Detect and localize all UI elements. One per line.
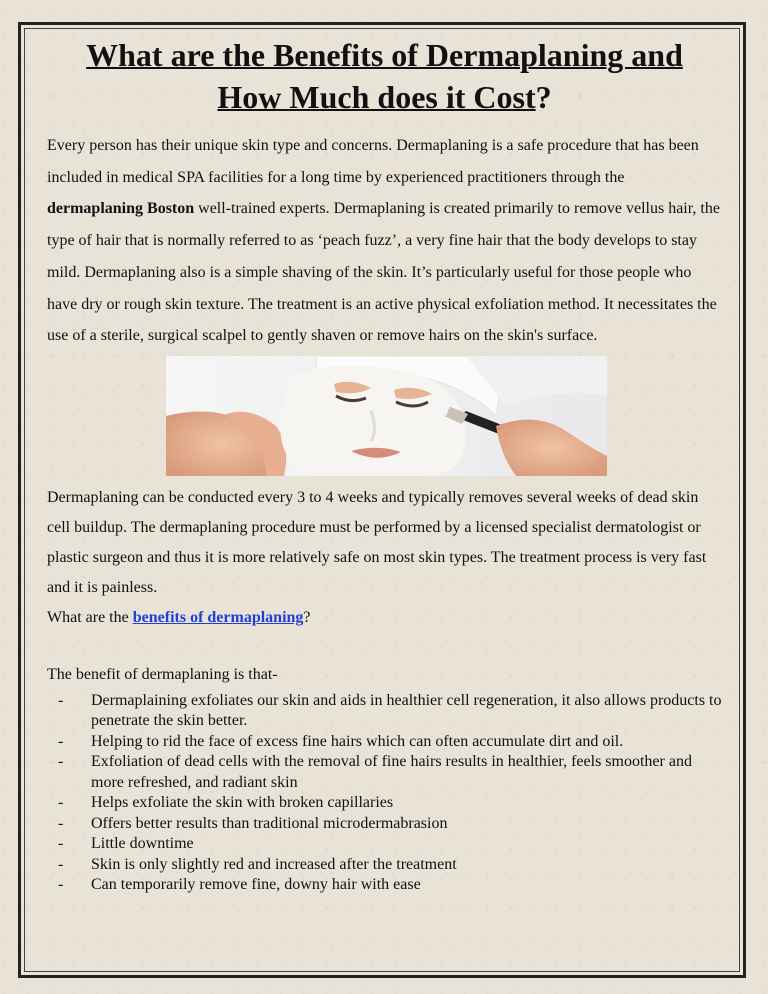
benefit-item — [47, 834, 722, 855]
benefit-item — [47, 752, 722, 793]
facial-treatment-illustration — [166, 356, 607, 476]
bullet-dash: - — [58, 794, 64, 812]
intro-bold-keyword: dermaplaning Boston — [47, 200, 195, 218]
benefit-item — [47, 875, 722, 896]
title-line-1: What are the Benefits of Dermaplaning and — [86, 37, 683, 73]
title-question-mark: ? — [535, 79, 552, 115]
benefit-text: Exfoliation of dead cells with the removal of fine hairs results in healthier, feels smoother and more refreshed, and radiant skin — [91, 753, 692, 791]
bullet-dash: - — [58, 876, 64, 894]
benefit-text: Can temporarily remove fine, downy hair with ease — [91, 876, 421, 894]
benefit-item — [47, 732, 722, 753]
document-body — [47, 34, 722, 896]
benefit-text: Helps exfoliate the skin with broken capillaries — [91, 794, 394, 812]
benefit-text: Skin is only slightly red and increased after the treatment — [91, 855, 457, 873]
frequency-paragraph: Dermaplaning can be conducted every 3 to 4 weeks and typically removes several weeks of dead skin cell buildup. The dermaplaning procedure must be performed by a licensed specialist dermatologist or plastic surgeon and thus it is more relatively safe on most skin types. The treatment process is very fast and it is painless. — [47, 488, 707, 596]
benefit-item — [47, 814, 722, 835]
question-text-before: What are the — [47, 608, 133, 626]
benefit-text: Little downtime — [91, 835, 194, 853]
bullet-dash: - — [58, 835, 64, 853]
intro-text-2: well-trained experts. Dermaplaning is created primarily to remove vellus hair, the type of hair that is normally referred to as ‘peach fuzz’, a very fine hair that the body develops to stay mild. Dermaplaning also is a simple shaving of the skin. It’s particularly useful for those people who have dry or rough skin texture. The treatment is an active physical exfoliation method. It necessitates the use of a sterile, surgical scalpel to gently shaven or remove hairs on the skin's surface. — [47, 200, 720, 345]
benefits-list — [47, 691, 722, 896]
benefit-item — [47, 793, 722, 814]
intro-text-1: Every person has their unique skin type and concerns. Dermaplaning is a safe procedure that has been included in medical SPA facilities for a long time by experienced practitioners through the — [47, 137, 699, 186]
title-line-2: How Much does it Cost — [217, 79, 536, 115]
benefit-text: Offers better results than traditional microdermabrasion — [91, 814, 448, 832]
bullet-dash: - — [58, 753, 64, 771]
page-title — [47, 34, 722, 118]
bullet-dash: - — [58, 855, 64, 873]
bullet-dash: - — [58, 691, 64, 709]
benefit-text: Helping to rid the face of excess fine hairs which can often accumulate dirt and oil. — [91, 732, 624, 750]
question-text-after: ? — [303, 608, 311, 626]
benefit-text: Dermaplaining exfoliates our skin and aids in healthier cell regeneration, it also allows products to penetrate the skin better. — [91, 691, 722, 730]
benefits-question — [47, 603, 722, 633]
bullet-dash: - — [58, 732, 64, 750]
benefit-item — [47, 691, 722, 732]
blank-line — [47, 633, 722, 663]
intro-paragraph — [47, 130, 722, 352]
bullet-dash: - — [58, 814, 64, 832]
facial-mask-photo — [166, 356, 607, 476]
benefits-intro: The benefit of dermaplaning is that- — [47, 665, 278, 683]
benefit-item — [47, 855, 722, 876]
benefits-link[interactable]: benefits of dermaplaning — [132, 608, 304, 626]
